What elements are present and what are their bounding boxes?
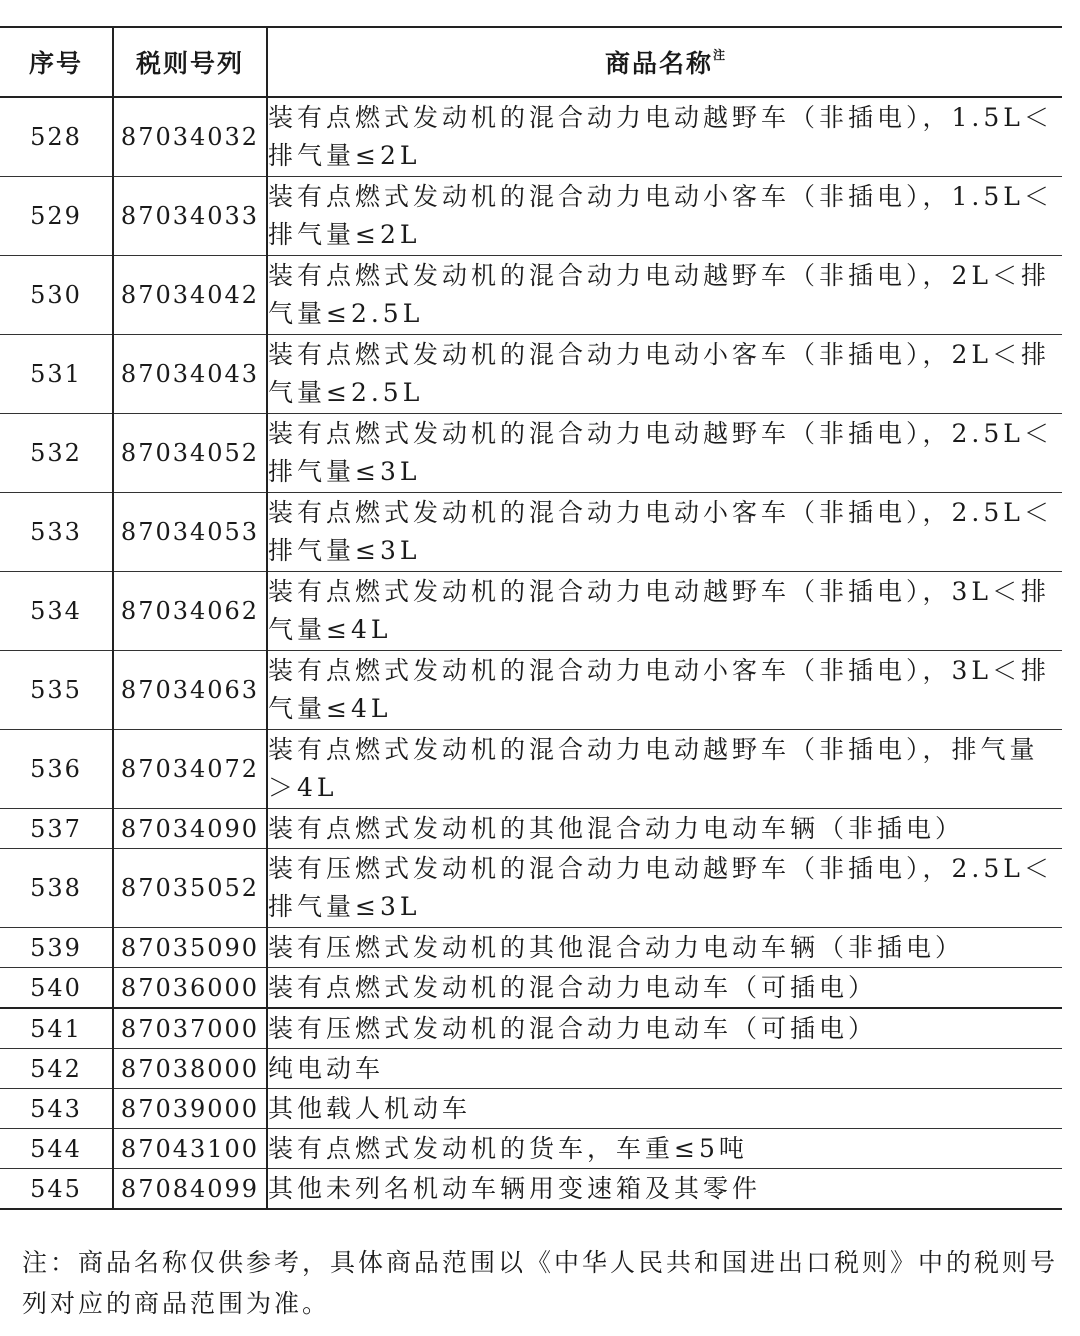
table-row	[0, 1169, 1062, 1210]
table-row	[0, 177, 1062, 256]
cell-seq: 535	[0, 651, 113, 730]
cell-seq: 532	[0, 414, 113, 493]
header-seq: 序号	[0, 27, 113, 97]
table-row	[0, 335, 1062, 414]
header-code: 税则号列	[113, 27, 267, 97]
cell-name: 装有点燃式发动机的混合动力电动小客车（非插电），2L＜排气量≤2.5L	[267, 335, 1062, 414]
cell-seq: 544	[0, 1129, 113, 1169]
cell-name: 装有点燃式发动机的混合动力电动小客车（非插电），2.5L＜排气量≤3L	[267, 493, 1062, 572]
cell-code: 87043100	[113, 1129, 267, 1169]
cell-name: 装有点燃式发动机的混合动力电动小客车（非插电），1.5L＜排气量≤2L	[267, 177, 1062, 256]
cell-name: 装有压燃式发动机的混合动力电动越野车（非插电），2.5L＜排气量≤3L	[267, 849, 1062, 928]
cell-name: 装有点燃式发动机的其他混合动力电动车辆（非插电）	[267, 809, 1062, 849]
cell-code: 87034042	[113, 256, 267, 335]
cell-seq: 545	[0, 1169, 113, 1210]
cell-seq: 538	[0, 849, 113, 928]
cell-name: 其他未列名机动车辆用变速箱及其零件	[267, 1169, 1062, 1210]
table-row	[0, 730, 1062, 809]
cell-seq: 536	[0, 730, 113, 809]
cell-seq: 528	[0, 97, 113, 177]
cell-name: 装有点燃式发动机的混合动力电动小客车（非插电），3L＜排气量≤4L	[267, 651, 1062, 730]
cell-seq: 529	[0, 177, 113, 256]
footnote-mark: 注	[713, 47, 726, 62]
cell-code: 87034062	[113, 572, 267, 651]
table-row	[0, 1089, 1062, 1129]
cell-code: 87035090	[113, 928, 267, 968]
footnote-text: 注：商品名称仅供参考，具体商品范围以《中华人民共和国进出口税则》中的税则号列对应的商品范围为准。	[22, 1248, 1059, 1318]
table-row	[0, 1129, 1062, 1169]
cell-seq: 531	[0, 335, 113, 414]
cell-code: 87037000	[113, 1008, 267, 1049]
table-row	[0, 928, 1062, 968]
header-name: 商品名称$^注$	[267, 27, 1062, 97]
cell-name: 装有点燃式发动机的货车，车重≤5吨	[267, 1129, 1062, 1169]
cell-seq: 530	[0, 256, 113, 335]
cell-code: 87034063	[113, 651, 267, 730]
table-row	[0, 849, 1062, 928]
cell-name: 纯电动车	[267, 1049, 1062, 1089]
cell-code: 87034072	[113, 730, 267, 809]
cell-name: 装有点燃式发动机的混合动力电动越野车（非插电），3L＜排气量≤4L	[267, 572, 1062, 651]
cell-seq: 533	[0, 493, 113, 572]
tariff-table	[0, 26, 1062, 1210]
table-row	[0, 493, 1062, 572]
cell-name: 装有点燃式发动机的混合动力电动车（可插电）	[267, 968, 1062, 1009]
cell-name: 装有点燃式发动机的混合动力电动越野车（非插电），1.5L＜排气量≤2L	[267, 97, 1062, 177]
cell-seq: 540	[0, 968, 113, 1009]
table-row	[0, 1008, 1062, 1049]
cell-seq: 534	[0, 572, 113, 651]
cell-seq: 539	[0, 928, 113, 968]
cell-seq: 537	[0, 809, 113, 849]
table-row	[0, 809, 1062, 849]
cell-seq: 543	[0, 1089, 113, 1129]
cell-seq: 542	[0, 1049, 113, 1089]
cell-code: 87034033	[113, 177, 267, 256]
cell-name: 装有点燃式发动机的混合动力电动越野车（非插电），2L＜排气量≤2.5L	[267, 256, 1062, 335]
cell-code: 87034053	[113, 493, 267, 572]
table-row	[0, 414, 1062, 493]
cell-name: 装有压燃式发动机的混合动力电动车（可插电）	[267, 1008, 1062, 1049]
table-row	[0, 651, 1062, 730]
table-header-row	[0, 27, 1062, 97]
table-row	[0, 256, 1062, 335]
cell-name: 装有点燃式发动机的混合动力电动越野车（非插电），2.5L＜排气量≤3L	[267, 414, 1062, 493]
cell-name: 其他载人机动车	[267, 1089, 1062, 1129]
cell-code: 87034032	[113, 97, 267, 177]
cell-code: 87035052	[113, 849, 267, 928]
cell-name: 装有点燃式发动机的混合动力电动越野车（非插电），排气量＞4L	[267, 730, 1062, 809]
cell-code: 87034052	[113, 414, 267, 493]
cell-code: 87034090	[113, 809, 267, 849]
table-row	[0, 97, 1062, 177]
cell-name: 装有压燃式发动机的其他混合动力电动车辆（非插电）	[267, 928, 1062, 968]
table-row	[0, 1049, 1062, 1089]
cell-code: 87034043	[113, 335, 267, 414]
table-row	[0, 968, 1062, 1009]
table-row	[0, 572, 1062, 651]
cell-code: 87038000	[113, 1049, 267, 1089]
cell-code: 87039000	[113, 1089, 267, 1129]
cell-code: 87036000	[113, 968, 267, 1009]
cell-seq: 541	[0, 1008, 113, 1049]
cell-code: 87084099	[113, 1169, 267, 1210]
